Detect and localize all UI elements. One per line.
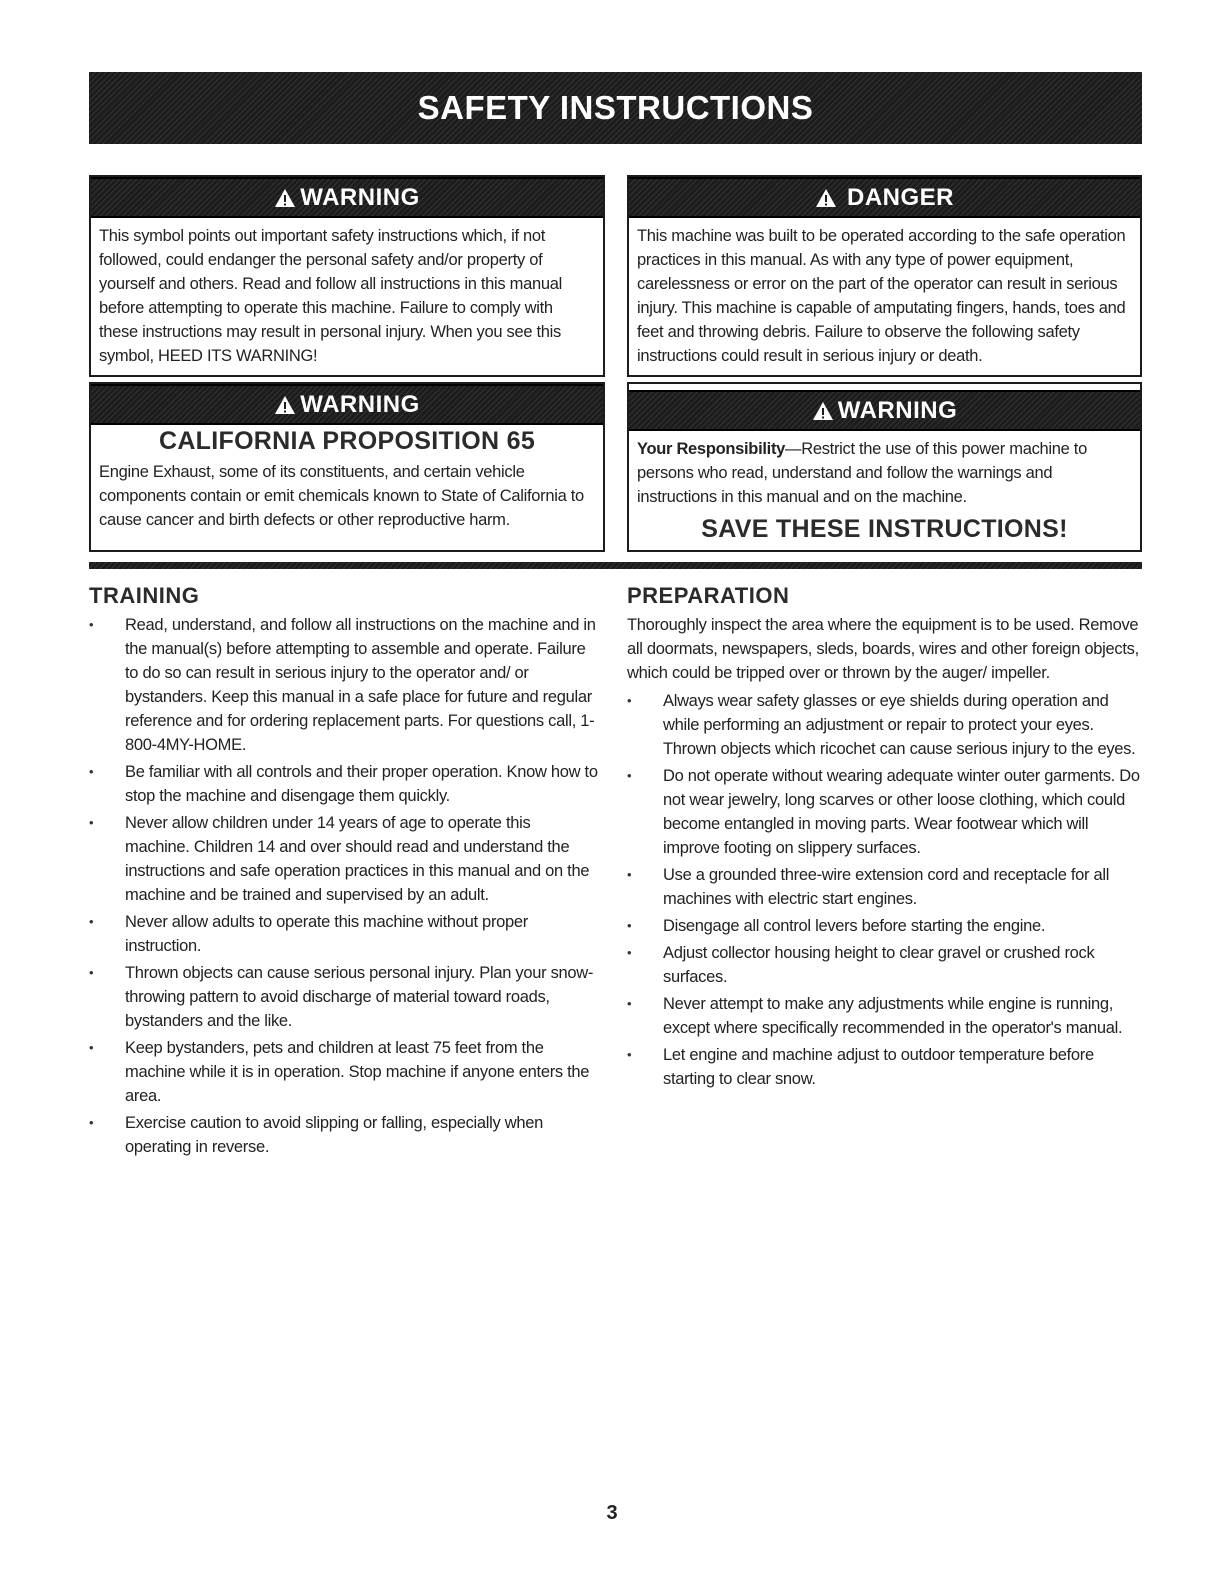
responsibility-header	[629, 390, 1140, 431]
list-item: • Do not operate without wearing adequate winter outer garments. Do not wear jewelry, long scarves or other loose clothing, which could become entangled in moving parts. Wear footwear which will improve footing on slippery surfaces.	[627, 764, 1142, 860]
training-section	[89, 583, 599, 1162]
list-item: • Disengage all control levers before starting the engine.	[627, 914, 1142, 938]
responsibility-box	[627, 382, 1142, 552]
list-item: • Never attempt to make any adjustments while engine is running, except where specifically recommended in the operator's manual.	[627, 992, 1142, 1040]
list-item: • Never allow children under 14 years of age to operate this machine. Children 14 and over should read and understand the instructions and safe operation practices in this manual and on the machine and be trained and supervised by an adult.	[89, 811, 599, 907]
page-number: 3	[606, 1502, 618, 1524]
danger-text: This machine was built to be operated according to the safe operation practices in this manual. As with any type of power equipment, carelessness or error on the part of the operator can result in serious injury. This machine is capable of amputating fingers, hands, toes and feet and throwing debris. Failure to observe the following safety instructions could result in serious injury or death.	[637, 227, 1126, 365]
responsibility-text	[629, 431, 1140, 515]
danger-box	[627, 175, 1142, 377]
prop65-text: Engine Exhaust, some of its constituents, and certain vehicle components contain or emit chemicals known to State of California to cause cancer and birth defects or other reproductive harm.	[99, 463, 584, 529]
list-item: • Use a grounded three-wire extension cord and receptacle for all machines with electric start engines.	[627, 863, 1142, 911]
responsibility-header-label: WARNING	[837, 396, 958, 424]
responsibility-label: Your Responsibility	[637, 440, 786, 458]
warning-triangle-icon	[815, 188, 837, 208]
prop65-header-label: WARNING	[300, 390, 420, 418]
warning-symbol-box	[89, 175, 605, 377]
list-item: • Thrown objects can cause serious personal injury. Plan your snow-throwing pattern to avoid discharge of material toward roads, bystanders and the like.	[89, 961, 599, 1033]
save-instructions: SAVE THESE INSTRUCTIONS!	[701, 515, 1068, 543]
training-heading: TRAINING	[89, 583, 200, 608]
list-item: • Never allow adults to operate this machine without proper instruction.	[89, 910, 599, 958]
preparation-heading: PREPARATION	[627, 583, 790, 608]
page-title: SAFETY INSTRUCTIONS	[417, 89, 814, 126]
list-item: • Adjust collector housing height to clear gravel or crushed rock surfaces.	[627, 941, 1142, 989]
list-item: • Be familiar with all controls and their proper operation. Know how to stop the machine and disengage them quickly.	[89, 760, 599, 808]
warning-triangle-icon	[274, 395, 296, 415]
danger-header	[629, 177, 1140, 218]
training-list	[89, 613, 599, 1159]
prop65-subtitle: CALIFORNIA PROPOSITION 65	[158, 427, 536, 455]
warning-header-label: WARNING	[300, 183, 420, 211]
prop65-header	[91, 384, 603, 425]
preparation-intro: Thoroughly inspect the area where the equipment is to be used. Remove all doormats, newspapers, sleds, boards, wires and other foreign objects, which could be tripped over or thrown by the auger/ impeller.	[627, 616, 1139, 682]
list-item: • Read, understand, and follow all instructions on the machine and in the manual(s) before attempting to assemble and operate. Failure to do so can result in serious injury to the operator and/ or bystanders. Keep this manual in a safe place for future and regular reference and for ordering replacement parts. For questions call, 1-800-4MY-HOME.	[89, 613, 599, 757]
danger-header-label: DANGER	[846, 183, 954, 211]
list-item: • Always wear safety glasses or eye shields during operation and while performing an adjustment or repair to protect your eyes. Thrown objects which ricochet can cause serious injury to the eyes.	[627, 689, 1142, 761]
list-item: • Exercise caution to avoid slipping or falling, especially when operating in reverse.	[89, 1111, 599, 1159]
list-item: • Let engine and machine adjust to outdoor temperature before starting to clear snow.	[627, 1043, 1142, 1091]
warning-header	[91, 177, 603, 218]
warning-triangle-icon	[812, 401, 834, 421]
page-title-banner	[89, 72, 1142, 144]
list-item: • Keep bystanders, pets and children at least 75 feet from the machine while it is in operation. Stop machine if anyone enters the area.	[89, 1036, 599, 1108]
warning-triangle-icon	[274, 188, 296, 208]
section-divider	[89, 562, 1142, 569]
preparation-section	[627, 583, 1142, 1094]
warning-symbol-text: This symbol points out important safety instructions which, if not followed, could endanger the personal safety and/or property of yourself and others. Read and follow all instructions in this manual before attempting to operate this machine. Failure to comply with these instructions may result in personal injury. When you see this symbol, HEED ITS WARNING!	[99, 227, 562, 365]
preparation-list	[627, 689, 1142, 1091]
prop65-box	[89, 382, 605, 552]
responsibility-body: —Restrict the use of this power machine to persons who read, understand and follow the warnings and instructions in this manual and on the machine.	[637, 440, 1087, 506]
